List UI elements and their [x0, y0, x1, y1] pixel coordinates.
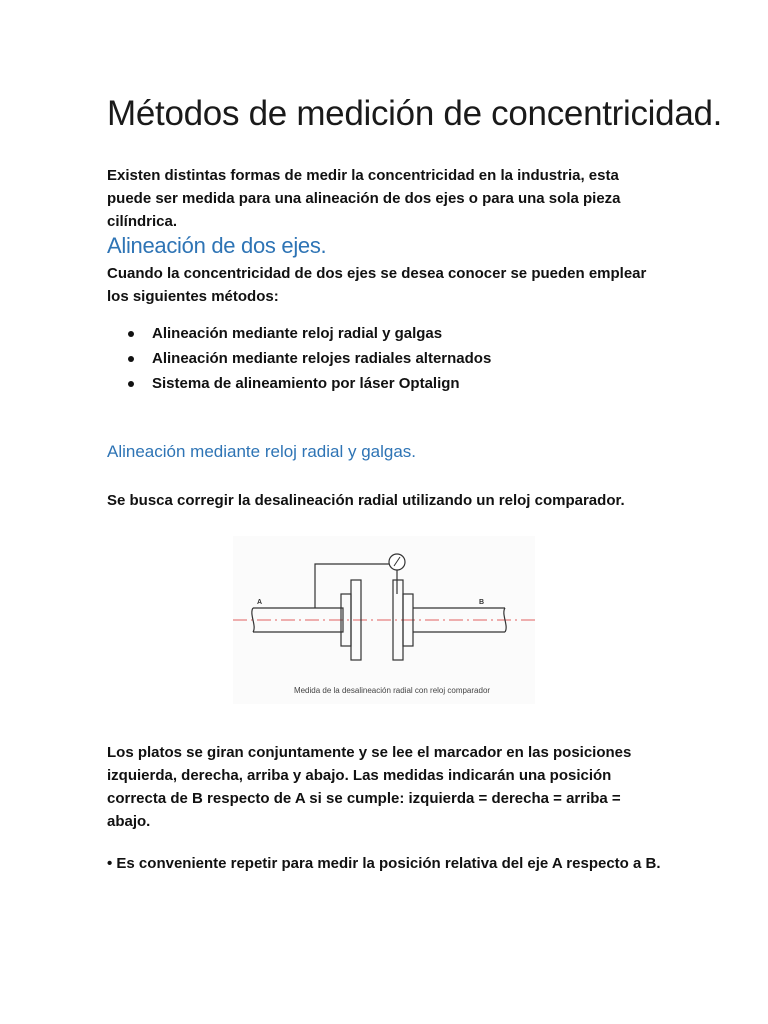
subsection-heading-reloj-radial: Alineación mediante reloj radial y galgas.	[107, 442, 417, 461]
list-item	[107, 346, 667, 371]
methods-list	[107, 321, 667, 396]
bullet-icon	[128, 381, 134, 387]
bullet-icon	[128, 331, 134, 337]
intro-paragraph: Existen distintas formas de medir la concentricidad en la industria, esta puede ser medida para una alineación de dos ejes o para una sola pieza cilíndrica.	[107, 167, 621, 230]
label-a: A	[257, 599, 263, 606]
methods-intro-paragraph: Cuando la concentricidad de dos ejes se desea conocer se pueden emplear los siguientes métodos:	[107, 265, 647, 305]
list-item-label: Sistema de alineamiento por láser Optalign	[152, 375, 460, 392]
bullet-icon	[128, 356, 134, 362]
alignment-figure	[233, 536, 535, 704]
alignment-diagram	[233, 536, 535, 704]
figure-caption: Medida de la desalineación radial con reloj comparador	[293, 686, 491, 695]
repeat-note-paragraph: • Es conveniente repetir para medir la posición relativa del eje A respecto a B.	[107, 855, 661, 872]
list-item	[107, 371, 667, 396]
list-item	[107, 321, 667, 346]
list-item-label: Alineación mediante relojes radiales alternados	[152, 350, 492, 367]
section-heading-alineacion: Alineación de dos ejes.	[107, 233, 327, 258]
list-item-label: Alineación mediante reloj radial y galgas	[152, 325, 443, 342]
reloj-paragraph: Se busca corregir la desalineación radial utilizando un reloj comparador.	[107, 492, 625, 509]
page-title: Métodos de medición de concentricidad.	[107, 94, 723, 133]
platos-paragraph: Los platos se giran conjuntamente y se lee el marcador en las posiciones izquierda, derecha, arriba y abajo. Las medidas indicarán una posición correcta de B respecto de A si se cumple: izquierda = derecha = arriba = abajo.	[107, 744, 632, 830]
indicator-arm	[315, 564, 389, 608]
label-b: B	[479, 599, 485, 606]
